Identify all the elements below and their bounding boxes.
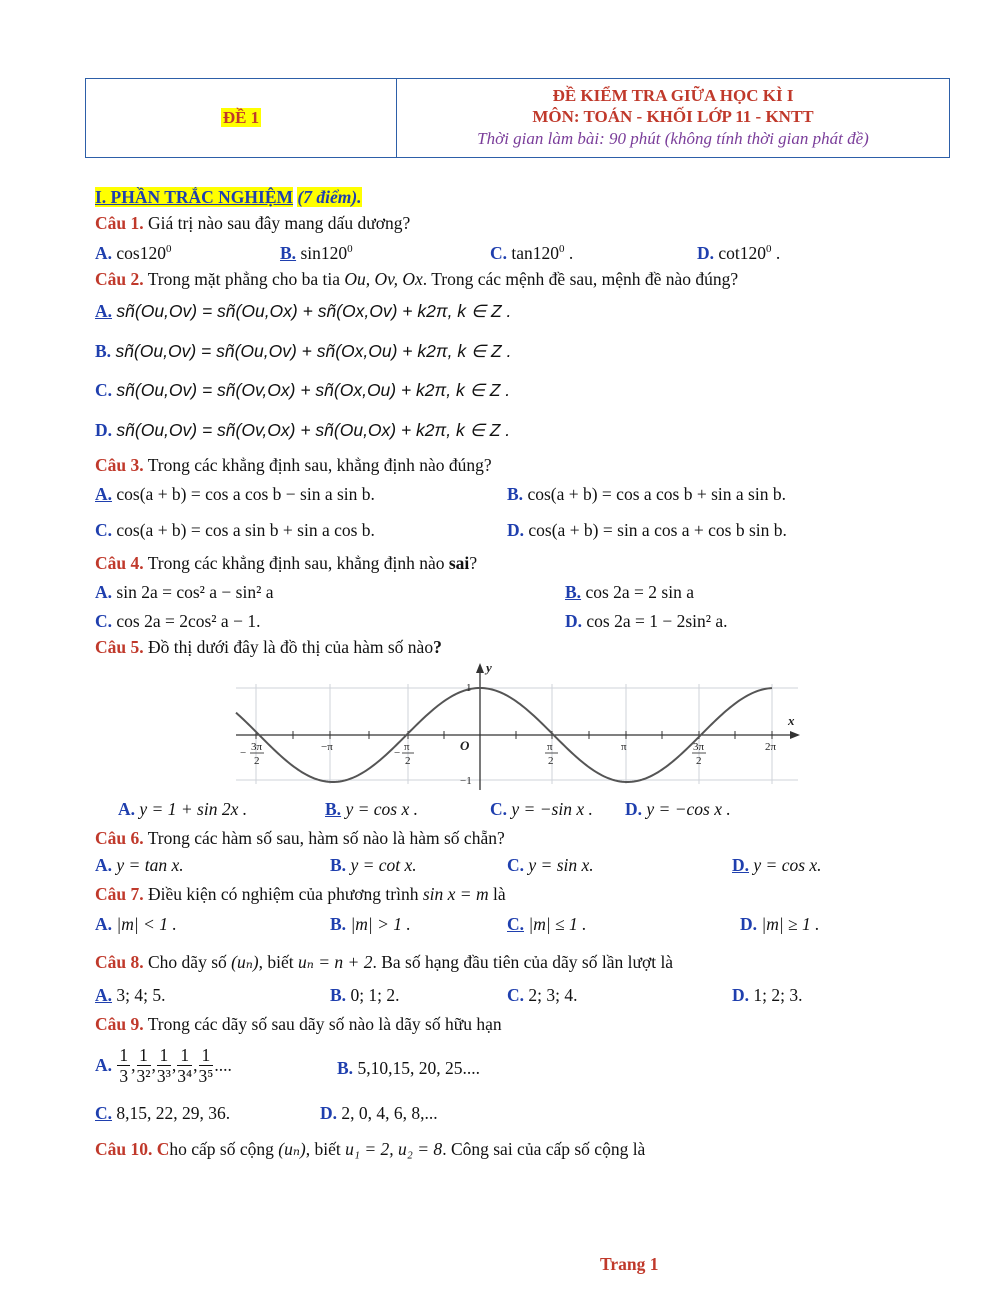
exam-title-cell [397, 79, 950, 158]
q9-option-d: D. 2, 0, 4, 6, 8,... [320, 1103, 438, 1123]
y-axis-arrow [476, 663, 484, 673]
tick-label-2pi: 2π [765, 741, 777, 753]
q3-option-c: C. cos(a + b) = cos a sin b + sin a cos b. [95, 520, 375, 540]
origin-label: O [460, 738, 470, 753]
tick-label-3pi-2-den: 2 [696, 755, 702, 767]
tick-label-neg-pi-2-minus: − [394, 747, 401, 759]
q1-option-b: B. $\sin 120^0$ [280, 243, 353, 263]
q7-option-a: A. |m| < 1 . [95, 914, 177, 934]
q9-option-c: C. 8,15, 22, 29, 36. [95, 1103, 231, 1123]
x-axis-label: x [788, 713, 795, 728]
question-6: Câu 6. Trong các hàm số sau, hàm số nào là hàm số chẵn? [95, 828, 505, 848]
q1-option-a: A. $\cos 120^0$ [95, 243, 172, 263]
q2-option-b: B. sñ(Ou,Ov) = sñ(Ou,Ov) + sñ(Ox,Ou) + k2π, k ∈ Z . [95, 341, 512, 361]
exam-time: Thời gian làm bài: 90 phút (không tính thời gian phát đề) [477, 129, 869, 148]
q9-option-a: A. $\frac{1}{3}$ , $\frac{1}{\text{3²}}$ , $\frac{1}{\text{3³}}$ , $\frac{1}{\text{3⁴}}$ , $\frac{1}{\text{3⁵}}$ .... [95, 1045, 232, 1086]
q8-option-d: D. 1; 2; 3. [732, 985, 803, 1005]
exam-code-cell [86, 79, 397, 158]
q4-option-b: B. cos 2a = 2 sin a [565, 582, 694, 602]
fraction: $\frac{1}{\text{3²}}$ [136, 1045, 151, 1086]
cosine-graph [232, 660, 802, 792]
q8-option-a: A. 3; 4; 5. [95, 985, 166, 1005]
tick-label-3pi-2: 3π [693, 741, 705, 753]
q7-option-c: C. |m| ≤ 1 . [507, 914, 587, 934]
q8-option-c: C. 2; 3; 4. [507, 985, 578, 1005]
q5-option-b: B. y = cos x . [325, 799, 418, 819]
x-axis-arrow [790, 731, 800, 739]
question-1: Câu 1. Giá trị nào sau đây mang dấu dương? [95, 213, 411, 233]
q3-option-b: B. cos(a + b) = cos a cos b + sin a sin b. [507, 484, 786, 504]
q4-option-a: A. sin 2a = cos² a − sin² a [95, 582, 274, 602]
question-2: Câu 2. Trong mặt phẳng cho ba tia Ou, Ov, Ox. Trong các mệnh đề sau, mệnh đề nào đúng? [95, 269, 739, 289]
y-axis-label: y [486, 660, 492, 675]
tick-label-neg-3pi-2-den: 2 [254, 755, 260, 767]
tick-label-neg-pi: −π [321, 741, 333, 753]
q6-option-c: C. y = sin x. [507, 855, 594, 875]
q4-option-d: D. cos 2a = 1 − 2sin² a. [565, 611, 728, 631]
tick-label-neg-pi-2-den: 2 [405, 755, 411, 767]
question-9: Câu 9. Trong các dãy số sau dãy số nào là dãy số hữu hạn [95, 1014, 502, 1034]
question-7: Câu 7. Điều kiện có nghiệm của phương trình sin x = m là [95, 884, 506, 904]
question-10: Câu 10. Cho cấp số cộng (uₙ), biết u₁ = 2, u₂ = 8. Công sai của cấp số cộng là [95, 1139, 646, 1159]
q2-option-a: A. sñ(Ou,Ov) = sñ(Ou,Ox) + sñ(Ox,Ov) + k2π, k ∈ Z . [95, 301, 512, 321]
exam-subject: MÔN: TOÁN - KHỐI LỚP 11 - KNTT [532, 107, 814, 126]
q2-option-c: C. sñ(Ou,Ov) = sñ(Ov,Ox) + sñ(Ox,Ou) + k2π, k ∈ Z . [95, 380, 511, 400]
q1-option-c: C. $\tan 120^0$ . [490, 243, 574, 263]
fraction: $\frac{1}{3}$ [119, 1045, 129, 1086]
tick-label-neg-3pi-2: 3π [251, 741, 263, 753]
exam-header [85, 78, 950, 158]
q5-option-d: D. y = −cos x . [625, 799, 731, 819]
tick-label-pi: π [621, 741, 627, 753]
exam-code: ĐỀ 1 [222, 108, 260, 127]
q6-option-a: A. y = tan x. [95, 855, 184, 875]
q7-option-d: D. |m| ≥ 1 . [740, 914, 820, 934]
section-title: I. PHẦN TRẮC NGHIỆM (7 điểm). [95, 187, 362, 207]
tick-label-pi-2: π [547, 741, 553, 753]
question-5: Câu 5. Đồ thị dưới đây là đồ thị của hàm số nào? [95, 637, 442, 657]
q6-option-d: D. y = cos x. [732, 855, 822, 875]
question-4: Câu 4. Trong các khẳng định sau, khẳng định nào sai? [95, 553, 478, 573]
y-label-minus-1: −1 [460, 775, 472, 787]
q2-option-d: D. sñ(Ou,Ov) = sñ(Ov,Ox) + sñ(Ou,Ox) + k2π, k ∈ Z . [95, 420, 511, 440]
tick-label-neg-pi-2: π [404, 741, 410, 753]
q3-option-a: A. cos(a + b) = cos a cos b − sin a sin b. [95, 484, 375, 504]
exam-title: ĐỀ KIỂM TRA GIỮA HỌC KÌ I [552, 86, 794, 105]
tick-label-neg-3pi-2-minus: − [240, 747, 247, 759]
q8-option-b: B. 0; 1; 2. [330, 985, 400, 1005]
q7-option-b: B. |m| > 1 . [330, 914, 411, 934]
grid-lines [236, 684, 798, 784]
tick-label-pi-2-den: 2 [548, 755, 554, 767]
q3-option-d: D. cos(a + b) = sin a cos a + cos b sin b. [507, 520, 787, 540]
fraction: $\frac{1}{\text{3³}}$ [156, 1045, 171, 1086]
fraction: $\frac{1}{\text{3⁴}}$ [177, 1045, 193, 1086]
q4-option-c: C. cos 2a = 2cos² a − 1. [95, 611, 261, 631]
question-8: Câu 8. Cho dãy số (uₙ), biết uₙ = n + 2. Ba số hạng đầu tiên của dãy số lần lượt là [95, 952, 674, 972]
q1-option-d: D. $\cot 120^0$ . [697, 243, 781, 263]
y-label-1: 1 [466, 682, 472, 694]
fraction: $\frac{1}{\text{3⁵}}$ [198, 1045, 214, 1086]
q6-option-b: B. y = cot x. [330, 855, 417, 875]
question-3: Câu 3. Trong các khẳng định sau, khẳng định nào đúng? [95, 455, 492, 475]
q5-option-c: C. y = −sin x . [490, 799, 593, 819]
page-number: Trang 1 [600, 1254, 659, 1274]
q5-option-a: A. y = 1 + sin 2x . [118, 799, 248, 819]
q9-option-b: B. 5,10,15, 20, 25.... [337, 1058, 480, 1078]
